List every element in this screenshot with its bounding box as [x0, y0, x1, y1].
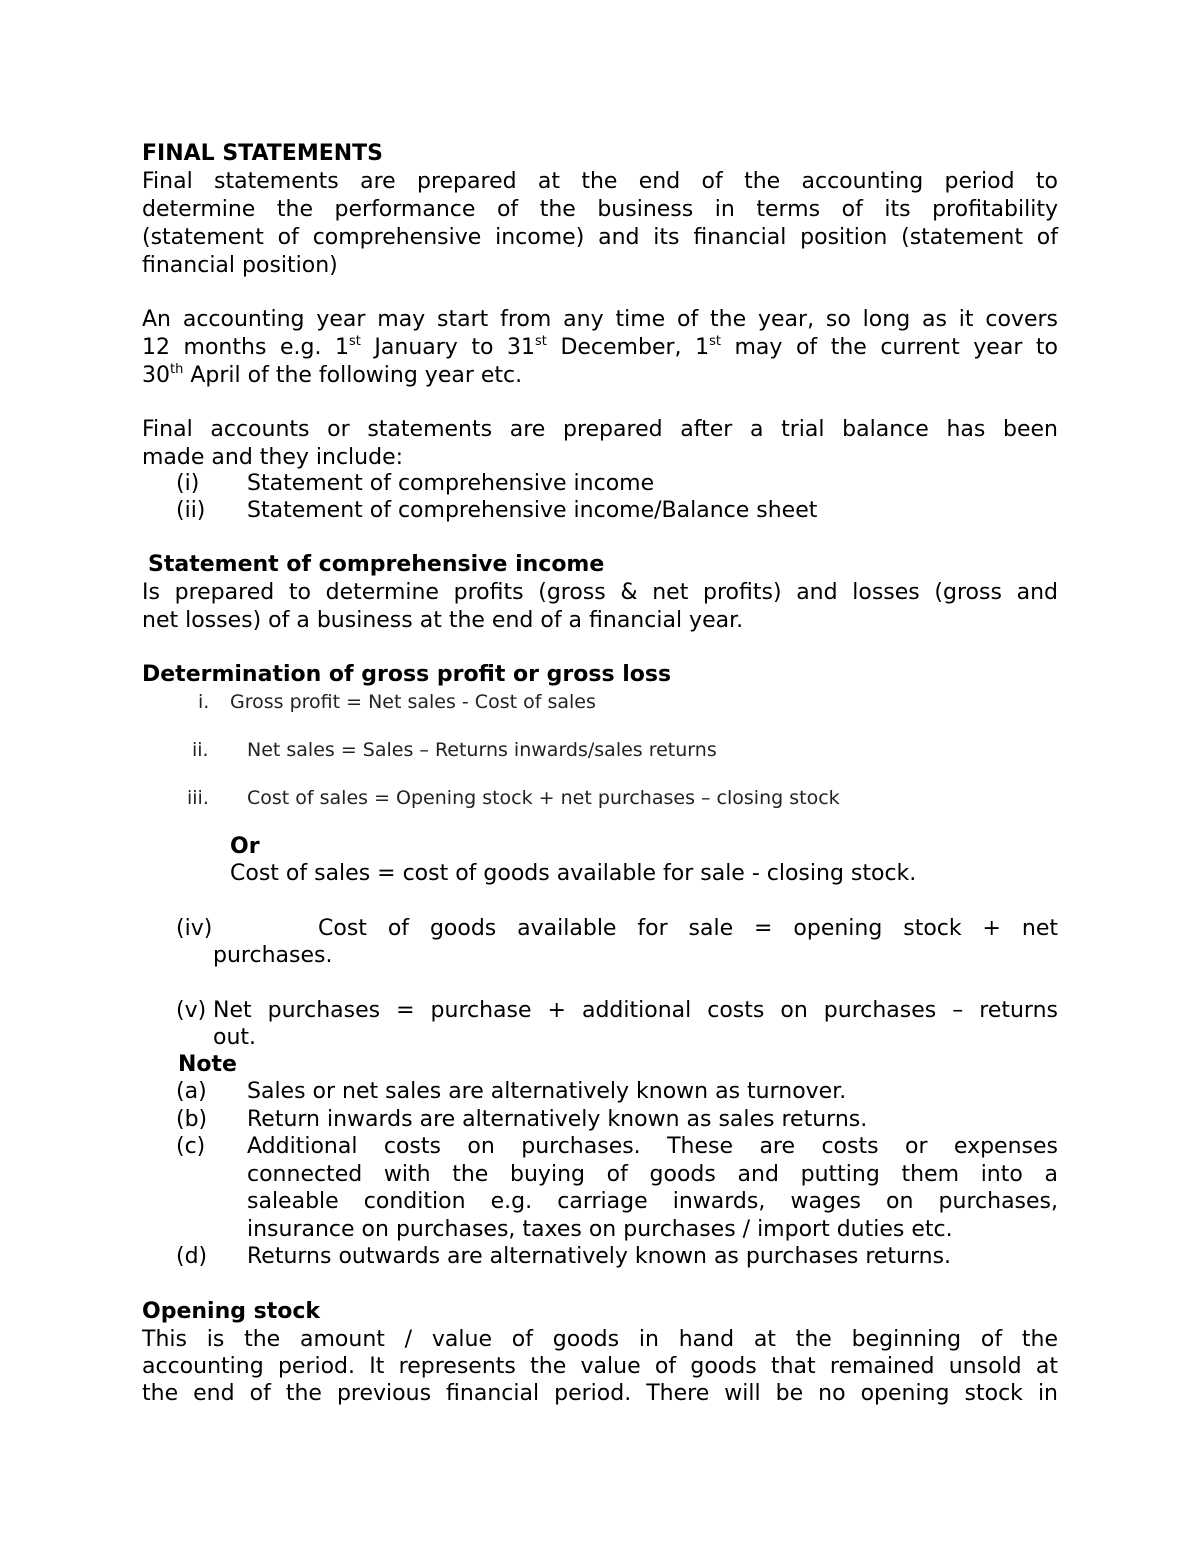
list-item-number: (v): [176, 998, 207, 1023]
intro-line: determine the performance of the business in terms of its profitability: [142, 197, 1058, 222]
list-item-number: i.: [198, 691, 210, 713]
section-heading: Statement of comprehensive income: [148, 552, 605, 577]
list-item: purchases.: [213, 943, 333, 968]
list-item: out.: [213, 1025, 257, 1050]
list-item-number: iii.: [187, 787, 209, 809]
list-item: Cost of sales = Opening stock + net purchases – closing stock: [247, 787, 840, 809]
list-item: Statement of comprehensive income: [247, 471, 655, 496]
opening-line: accounting period. It represents the value of goods that remained unsold at: [142, 1354, 1058, 1379]
opening-line: This is the amount / value of goods in hand at the beginning of the: [142, 1327, 1058, 1352]
list-item: insurance on purchases, taxes on purchases / import duties etc.: [247, 1217, 953, 1242]
list-item: Statement of comprehensive income/Balance sheet: [247, 498, 818, 523]
final-accounts-line: Final accounts or statements are prepared after a trial balance has been: [142, 417, 1058, 442]
list-item: saleable condition e.g. carriage inwards, wages on purchases,: [247, 1189, 1058, 1214]
or-label: Or: [230, 834, 260, 859]
list-item: Returns outwards are alternatively known as purchases returns.: [247, 1244, 952, 1269]
note-heading: Note: [178, 1052, 237, 1077]
year-line: 30th April of the following year etc.: [142, 362, 523, 388]
intro-line: financial position): [142, 253, 338, 278]
year-line: An accounting year may start from any time of the year, so long as it covers: [142, 307, 1058, 332]
list-item: Net purchases = purchase + additional costs on purchases – returns: [213, 998, 1058, 1023]
list-item-number: (b): [176, 1107, 208, 1132]
opening-line: the end of the previous financial period. There will be no opening stock in: [142, 1381, 1058, 1406]
or-formula: Cost of sales = cost of goods available for sale - closing stock.: [230, 861, 917, 886]
list-item-number: ii.: [192, 739, 209, 761]
list-item-number: (iv): [176, 916, 213, 941]
year-line: 12 months e.g. 1st January to 31st December, 1st may of the current year to: [142, 334, 1059, 360]
section-heading: Opening stock: [142, 1299, 321, 1324]
list-item: Additional costs on purchases. These are costs or expenses: [247, 1134, 1058, 1159]
list-item: Net sales = Sales – Returns inwards/sales returns: [247, 739, 717, 761]
list-item-number: (d): [176, 1244, 208, 1269]
list-item: connected with the buying of goods and putting them into a: [247, 1162, 1058, 1187]
page-title: FINAL STATEMENTS: [142, 141, 384, 166]
sci-line: net losses) of a business at the end of a financial year.: [142, 608, 744, 633]
list-item: Cost of goods available for sale = opening stock + net: [318, 916, 1058, 941]
section-heading: Determination of gross profit or gross loss: [142, 662, 672, 687]
list-item: Sales or net sales are alternatively known as turnover.: [247, 1079, 847, 1104]
final-accounts-line: made and they include:: [142, 445, 404, 470]
list-item: Gross profit = Net sales - Cost of sales: [230, 691, 596, 713]
sci-line: Is prepared to determine profits (gross & net profits) and losses (gross and: [142, 580, 1058, 605]
list-item-number: (a): [176, 1079, 207, 1104]
intro-line: Final statements are prepared at the end of the accounting period to: [142, 169, 1058, 194]
list-item-number: (i): [176, 471, 200, 496]
intro-line: (statement of comprehensive income) and its financial position (statement of: [142, 225, 1058, 250]
list-item-number: (ii): [176, 498, 206, 523]
list-item-number: (c): [176, 1134, 206, 1159]
list-item: Return inwards are alternatively known as sales returns.: [247, 1107, 868, 1132]
